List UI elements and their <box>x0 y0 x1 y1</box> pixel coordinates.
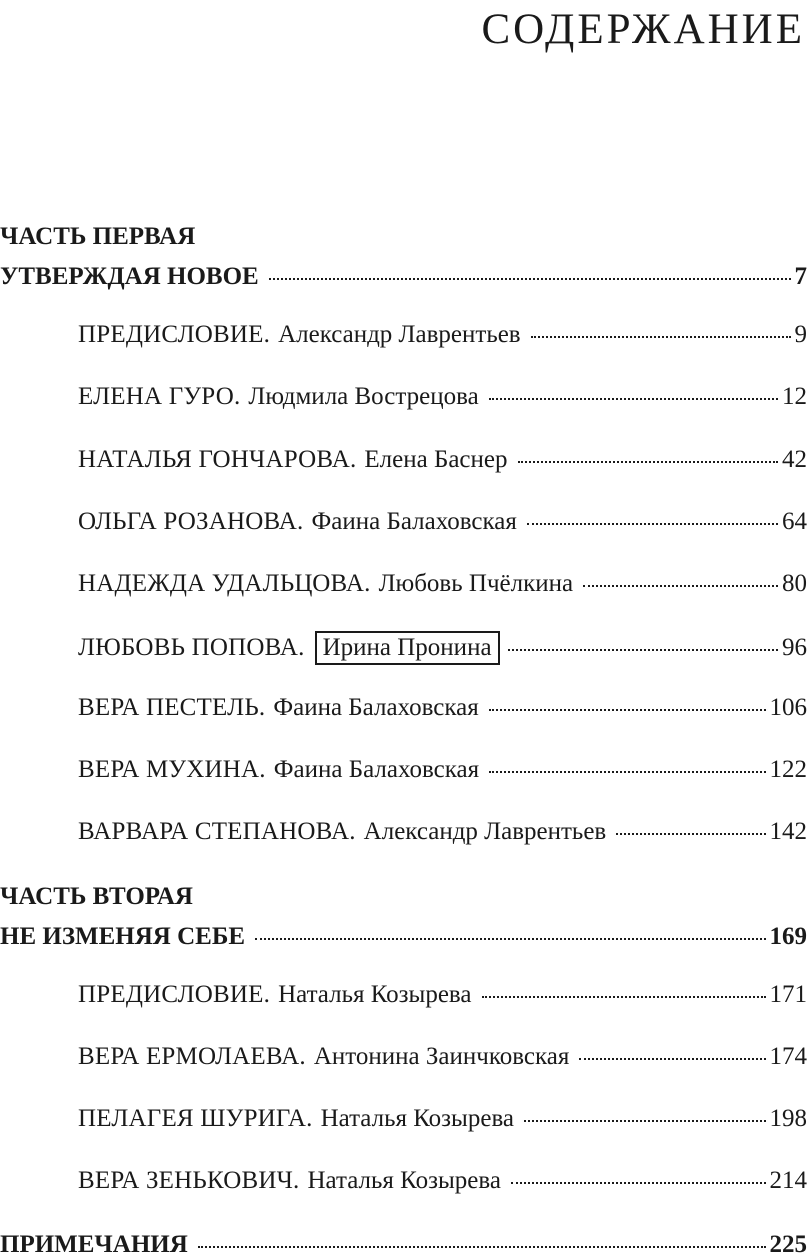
entry-title: ВЕРА ЗЕНЬКОВИЧ. <box>78 1167 300 1194</box>
dot-leader <box>579 1058 765 1060</box>
toc-entry[interactable] <box>78 631 807 665</box>
toc-entry[interactable] <box>78 320 807 350</box>
entry-author: Наталья Козырева <box>320 1105 515 1132</box>
entry-title: ЛЮБОВЬ ПОПОВА. <box>78 634 305 661</box>
toc-part-row[interactable] <box>0 262 807 292</box>
entry-author-highlighted: Ирина Пронина <box>315 631 500 665</box>
toc-entry[interactable] <box>78 817 807 847</box>
entry-title: ВЕРА МУХИНА. <box>78 756 266 783</box>
entry-author: Фаина Балаховская <box>273 694 479 721</box>
toc-entry[interactable] <box>78 1042 807 1072</box>
toc-entry[interactable] <box>78 1104 807 1134</box>
part-one-label-row <box>0 222 807 252</box>
entry-author: Александр Лаврентьев <box>278 321 521 348</box>
page-number: 80 <box>782 570 807 597</box>
dot-leader <box>583 585 778 587</box>
dot-leader <box>511 1182 766 1184</box>
page-number: 106 <box>769 694 807 721</box>
part-two-label-row <box>0 882 807 912</box>
dot-leader <box>489 771 765 773</box>
dot-leader <box>508 649 778 651</box>
toc-entry[interactable] <box>78 569 807 599</box>
entry-author: Фаина Балаховская <box>311 508 517 535</box>
entry-title: ВАРВАРА СТЕПАНОВА. <box>78 818 356 845</box>
page-number: 122 <box>769 756 807 783</box>
part-title: УТВЕРЖДАЯ НОВОЕ <box>0 263 259 290</box>
entry-author: Фаина Балаховская <box>273 756 480 783</box>
page-number: 142 <box>769 818 807 845</box>
part-label: ЧАСТЬ ВТОРАЯ <box>0 883 193 910</box>
entry-title: НАДЕЖДА УДАЛЬЦОВА. <box>78 570 371 597</box>
toc-entry[interactable] <box>78 445 807 475</box>
page-number: 12 <box>782 383 807 410</box>
part-label: ЧАСТЬ ПЕРВАЯ <box>0 223 196 250</box>
page-number: 169 <box>769 923 807 950</box>
entry-title: ВЕРА ПЕСТЕЛЬ. <box>78 694 266 721</box>
dot-leader <box>482 996 766 998</box>
entry-title: ОЛЬГА РОЗАНОВА. <box>78 508 304 535</box>
page-number: 214 <box>769 1167 807 1194</box>
page-title: содержание <box>481 0 805 57</box>
dot-leader <box>518 461 779 463</box>
dot-leader <box>269 278 791 280</box>
entry-author: Наталья Козырева <box>278 981 472 1008</box>
page-number: 171 <box>769 981 807 1008</box>
toc-entry[interactable] <box>78 382 807 412</box>
toc-notes-row[interactable] <box>0 1230 807 1260</box>
toc-entry[interactable] <box>78 980 807 1010</box>
dot-leader <box>531 336 791 338</box>
entry-title: ПЕЛАГЕЯ ШУРИГА. <box>78 1105 313 1132</box>
page-number: 225 <box>769 1231 807 1258</box>
entry-title: ПРЕДИСЛОВИЕ. <box>78 321 271 348</box>
entry-title: ВЕРА ЕРМОЛАЕВА. <box>78 1043 306 1070</box>
entry-author: Елена Баснер <box>364 446 508 473</box>
entry-title: НАТАЛЬЯ ГОНЧАРОВА. <box>78 446 357 473</box>
dot-leader <box>524 1120 765 1122</box>
page-number: 198 <box>769 1105 807 1132</box>
entry-author: Людмила Вострецова <box>248 383 479 410</box>
toc-entry[interactable] <box>78 755 807 785</box>
entry-author: Любовь Пчёлкина <box>378 570 574 597</box>
notes-title: ПРИМЕЧАНИЯ <box>0 1231 188 1258</box>
entry-author: Антонина Заинчковская <box>313 1043 570 1070</box>
dot-leader <box>616 833 765 835</box>
page-number: 64 <box>782 508 807 535</box>
part-title: НЕ ИЗМЕНЯЯ СЕБЕ <box>0 923 246 950</box>
page-number: 174 <box>769 1043 807 1070</box>
page-number: 9 <box>794 321 807 348</box>
toc-entry[interactable] <box>78 507 807 537</box>
dot-leader <box>489 398 778 400</box>
page-number: 96 <box>782 634 807 661</box>
entry-title: ЕЛЕНА ГУРО. <box>78 383 241 410</box>
entry-author: Александр Лаврентьев <box>363 818 607 845</box>
dot-leader <box>527 523 778 525</box>
entry-author: Наталья Козырева <box>307 1167 501 1194</box>
dot-leader <box>255 938 765 940</box>
dot-leader <box>489 709 766 711</box>
entry-title: ПРЕДИСЛОВИЕ. <box>78 981 271 1008</box>
page-number: 42 <box>782 446 807 473</box>
toc-entry[interactable] <box>78 1166 807 1196</box>
page-number: 7 <box>794 263 807 290</box>
dot-leader <box>198 1246 766 1248</box>
toc-entry[interactable] <box>78 693 807 723</box>
toc-part-row[interactable] <box>0 922 807 952</box>
